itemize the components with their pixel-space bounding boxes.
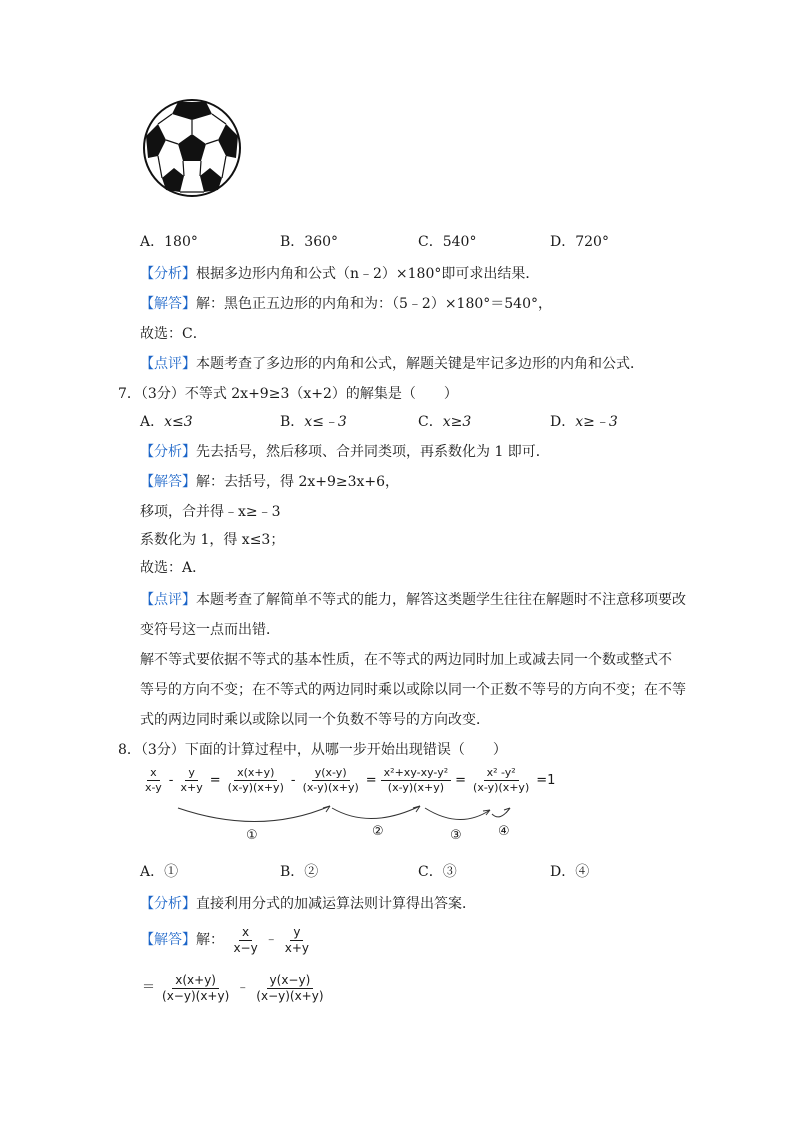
q7-comment-line-3: 解不等式要依据不等式的基本性质，在不等式的两边同时加上或减去同一个数或整式不 xyxy=(140,652,672,668)
q6-answer: 【解答】解：黑色正五边形的内角和为：（5﹣2）×180°＝540°， xyxy=(140,296,552,312)
q7-stem: 7．（3分）不等式 2x+9≥3（x+2）的解集是（ ） xyxy=(118,386,458,402)
q6-option-b: B．360° xyxy=(280,234,339,250)
q6-analysis: 【分析】根据多边形内角和公式（n﹣2）×180°即可求出结果． xyxy=(140,266,540,282)
q6-choose: 故选：C． xyxy=(140,326,207,342)
q7-answer-line-4: 故选：A． xyxy=(140,560,207,576)
comment-tag: 【点评】 xyxy=(140,356,196,372)
fig-fraction-6: $\frac{\text{x² -y²}}{(x-y)(x+y)}$ xyxy=(473,766,530,794)
answer-fraction-4: $\frac{y(x-y)}{(x-y)(x+y)}$ xyxy=(256,972,324,1003)
q7-comment-line-5: 式的两边同时乘以或除以同一个负数不等号的方向改变． xyxy=(140,712,490,728)
fig-fraction-2: $\frac{y}{x+y}$ xyxy=(180,766,203,794)
q7-option-d: D．x≥﹣3 xyxy=(550,414,618,430)
q7-comment-line-1: 【点评】本题考查了解简单不等式的能力，解答这类题学生往往在解题时不注意移项要改 xyxy=(140,592,686,608)
q7-comment-line-2: 变符号这一点而出错． xyxy=(140,622,280,638)
fig-fraction-4: $\frac{y(x-y)}{(x-y)(x+y)}$ xyxy=(302,766,359,794)
q7-option-c: C．x≥3 xyxy=(418,414,472,430)
step-label-2: ② xyxy=(372,824,384,839)
fig-fraction-5: $\frac{\text{x²+xy-xy-y²}}{(x-y)(x+y)}$ xyxy=(381,766,451,795)
q8-option-c: C．③ xyxy=(418,864,457,880)
analysis-tag: 【分析】 xyxy=(140,266,196,282)
q7-analysis: 【分析】先去括号，然后移项、合并同类项，再系数化为 1 即可． xyxy=(140,444,550,460)
analysis-tag: 【分析】 xyxy=(140,444,196,460)
q8-answer-line-2: ＝ $\frac{x(x+y)}{(x-y)(x+y)}$ ﹣ $\frac{y(x-y)}{(x-y)(x+y)}$ xyxy=(140,970,329,1006)
q6-option-a: A．180° xyxy=(140,234,198,250)
comment-tag: 【点评】 xyxy=(140,592,196,608)
step-label-3: ③ xyxy=(450,828,462,843)
fig-result: =1 xyxy=(536,773,556,788)
answer-fraction-3: $\frac{x(x+y)}{(x-y)(x+y)}$ xyxy=(162,972,230,1003)
q8-option-d: D．④ xyxy=(550,864,590,880)
q8-computation-figure: $\frac{x}{x-y}$ - $\frac{y}{x+y}$ = $\frac{x(x+y)}{(x-y)(x+y)}$ - $\frac{y(x-y)}{(x-y)(x+y)}$ = $\frac{\text{x²+xy-xy-y²}}{(x-y)(x+y)}$ = $\frac{\text{x² -y²}}{(x-y)(x+y)}$ =1 xyxy=(140,766,557,795)
answer-tag: 【解答】 xyxy=(140,932,196,948)
answer-tag: 【解答】 xyxy=(140,474,196,490)
q7-option-b: B．x≤﹣3 xyxy=(280,414,347,430)
q6-option-d: D．720° xyxy=(550,234,609,250)
q8-analysis: 【分析】直接利用分式的加减运算法则计算得出答案． xyxy=(140,896,476,912)
q8-stem: 8．（3分）下面的计算过程中，从哪一步开始出现错误（ ） xyxy=(118,742,507,758)
q8-option-b: B．② xyxy=(280,864,319,880)
step-label-1: ① xyxy=(246,828,258,843)
analysis-tag: 【分析】 xyxy=(140,896,196,912)
fig-fraction-3: $\frac{x(x+y)}{(x-y)(x+y)}$ xyxy=(227,766,284,794)
q7-answer-line-1: 【解答】解：去括号，得 2x+9≥3x+6， xyxy=(140,474,400,490)
q7-option-a: A．x≤3 xyxy=(140,414,193,430)
q7-answer-line-3: 系数化为 1，得 x≤3； xyxy=(140,532,285,548)
q8-option-a: A．① xyxy=(140,864,179,880)
soccer-ball-figure xyxy=(140,96,244,200)
q7-answer-line-2: 移项，合并得﹣x≥﹣3 xyxy=(140,504,281,520)
q6-comment: 【点评】本题考查了多边形的内角和公式，解题关键是牢记多边形的内角和公式． xyxy=(140,356,644,372)
answer-tag: 【解答】 xyxy=(140,296,196,312)
q8-answer-line-1: 【解答】解： $\frac{x}{x-y}$ ﹣ $\frac{y}{x+y}$ xyxy=(140,922,314,958)
q6-option-c: C．540° xyxy=(418,234,477,250)
answer-fraction-1: $\frac{x}{x-y}$ xyxy=(233,924,258,955)
q7-comment-line-4: 等号的方向不变；在不等式的两边同时乘以或除以同一个正数不等号的方向不变；在不等 xyxy=(140,682,686,698)
fig-fraction-1: $\frac{x}{x-y}$ xyxy=(145,766,162,794)
step-label-4: ④ xyxy=(498,824,510,839)
answer-fraction-2: $\frac{y}{x+y}$ xyxy=(284,924,309,955)
step-arrows xyxy=(140,800,540,840)
